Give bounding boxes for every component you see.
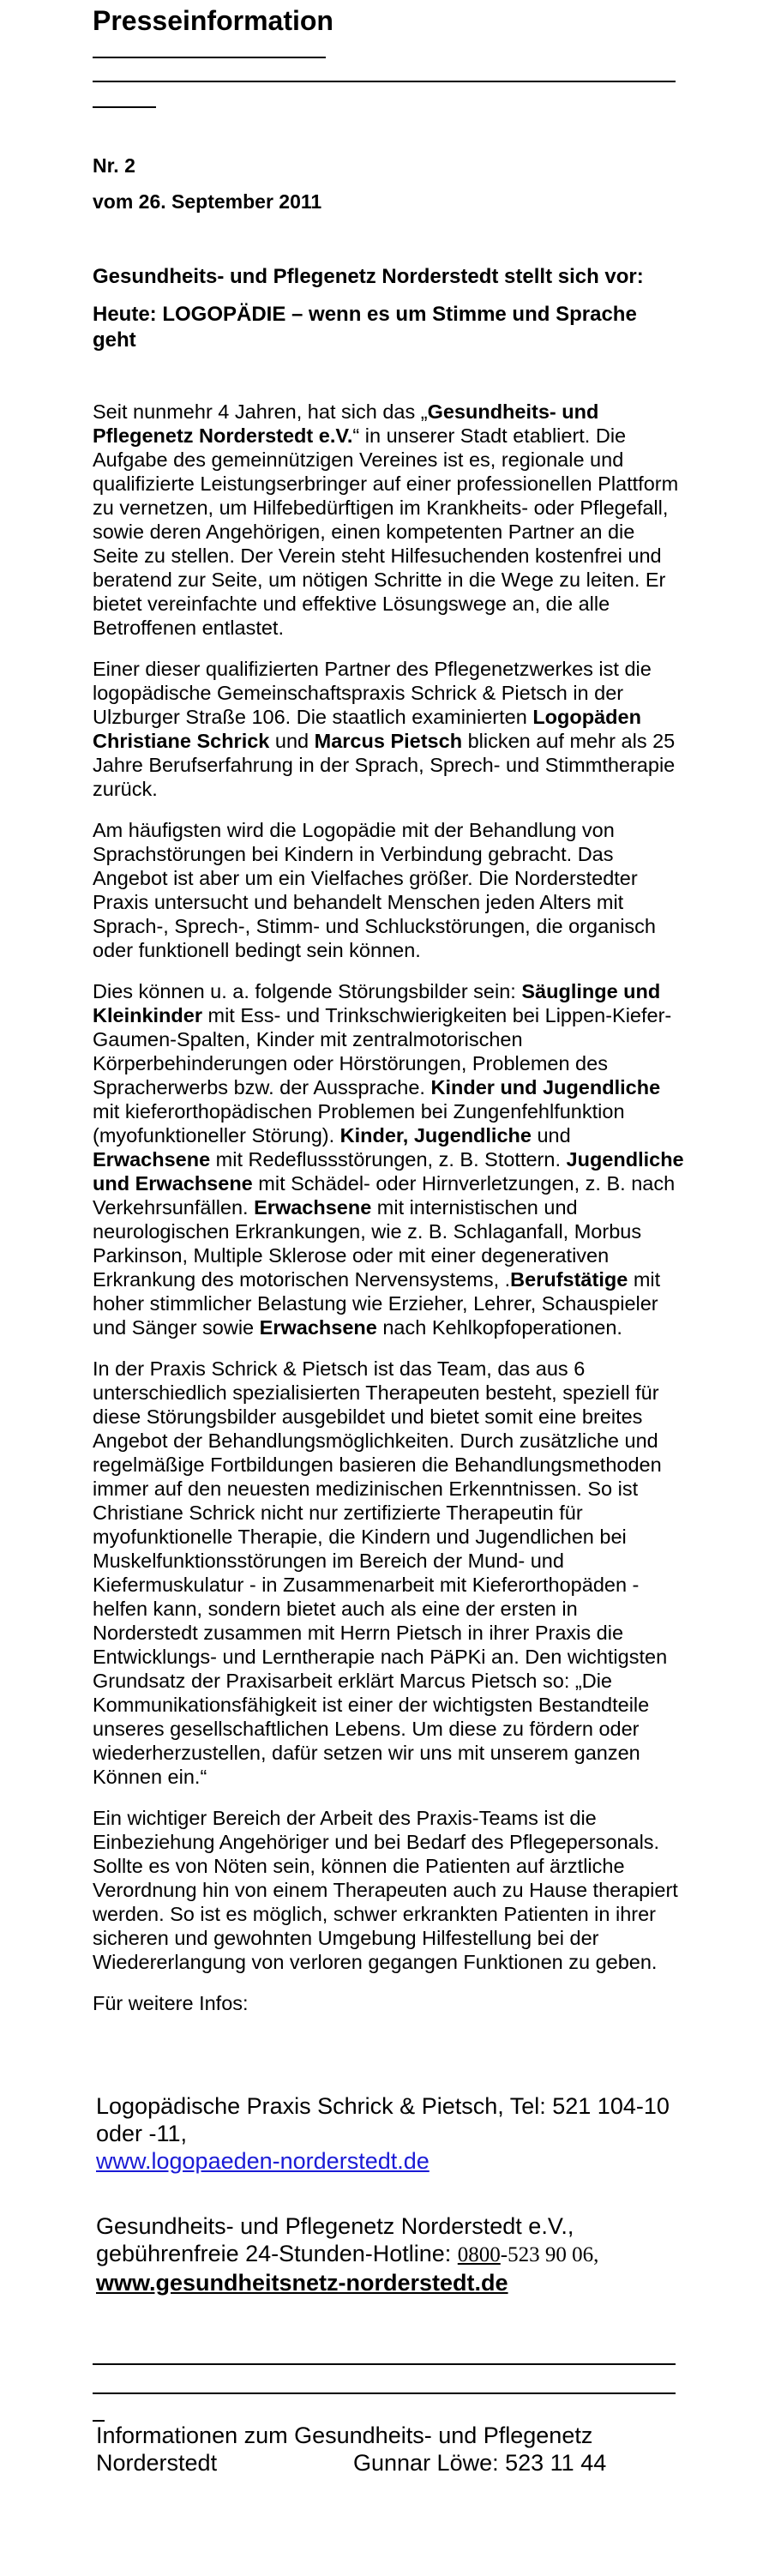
- footer-city: Norderstedt: [96, 2450, 218, 2476]
- hotline-prefix: 0800: [457, 2243, 501, 2266]
- hotline-number: -523 90 06,: [500, 2243, 599, 2266]
- headline-main: Gesundheits- und Pflegenetz Norderstedt stellt sich vor:: [93, 265, 644, 288]
- press-date: vom 26. September 2011: [93, 190, 322, 213]
- paragraph-angehoerige: [93, 1806, 684, 1974]
- bold-run: Erwachsene: [259, 1316, 377, 1339]
- bold-run: Erwachsene: [254, 1196, 372, 1219]
- text-run: Dies können u. a. folgende Störungsbilder sein:: [93, 980, 522, 1002]
- contact-praxis-text: Logopädische Praxis Schrick & Pietsch, Tel: 521 104-10 oder -11,: [96, 2093, 670, 2146]
- text-run: und: [269, 730, 315, 752]
- contact-praxis: [96, 2092, 688, 2175]
- bold-run: Säuglinge und Kleinkinder: [93, 980, 661, 1026]
- text-run: mit hoher stimmlicher Belastung wie Erzieher, Lehrer, Schauspieler und Sänger sowie: [93, 1268, 661, 1339]
- press-number: Nr. 2: [93, 154, 135, 177]
- footer-line-1: Informationen zum Gesundheits- und Pflegenetz: [96, 2423, 593, 2448]
- title-underline: [93, 57, 326, 58]
- bold-run: Berufstätige: [510, 1268, 628, 1291]
- paragraph-team: [93, 1357, 684, 1789]
- footer-divider-1: [93, 2363, 676, 2365]
- bold-run: Logopäden Christiane Schrick: [93, 706, 641, 752]
- text-run: “ in unserer Stadt etabliert. Die Aufgabe des gemeinnützigen Vereines ist es, regionale und qualifizierte Leistungserbringer auf einer professionellen Plattform zu vernetzen, um Hilfebedürftigen im Krankheits- oder Pflegefall, sowie deren Angehörigen, einen kompetenten Partner an die Seite zu stellen. Der Verein steht Hilfesuchenden kostenfrei und beratend zur Seite, um nötigen Schritte in die Wege zu leiten. Er bietet vereinfachte und effektive Lösungswege an, die alle Betroffenen entlastet.: [93, 424, 679, 639]
- footer-divider-2: [93, 2392, 676, 2394]
- header-divider: [93, 81, 676, 82]
- footer-contact-person: Gunnar Löwe: 523 11 44: [353, 2450, 607, 2476]
- paragraph-logopaedie: [93, 818, 684, 962]
- footer-info: [96, 2422, 696, 2477]
- bold-run: Jugendliche und Erwachsene: [93, 1148, 684, 1195]
- text-run: Einer dieser qualifizierten Partner des Pflegenetzwerkes ist die logopädische Gemeinschaftspraxis Schrick & Pietsch in der Ulzburger Straße 106. Die staatlich examinierten: [93, 658, 652, 728]
- paragraph-weitere-infos: [93, 1991, 684, 2015]
- bold-run: Kinder, Jugendliche: [339, 1124, 532, 1147]
- text-run: Am häufigsten wird die Logopädie mit der Behandlung von Sprachstörungen bei Kindern in Verbindung gebracht. Das Angebot ist aber um ein Vielfaches größer. Die Norderstedter Praxis untersucht und behandelt Menschen jeden Alters mit Sprach-, Sprech-, Stimm- und Schluckstörungen, die organisch oder funktionell bedingt sein können.: [93, 819, 657, 961]
- header-divider-stub: [93, 106, 156, 108]
- praxis-website-link[interactable]: www.logopaeden-norderstedt.de: [96, 2148, 430, 2174]
- text-run: mit internistischen und neurologischen Erkrankungen, wie z. B. Schlaganfall, Morbus Parkinson, Multiple Sklerose oder mit einer degenerativen Erkrankung des motorischen Nervensystems, .: [93, 1196, 642, 1291]
- page-title: Presseinformation: [93, 5, 333, 36]
- text-run: blicken auf mehr als 25 Jahre Berufserfahrung in der Sprach, Sprech- und Stimmtherapie zurück.: [93, 730, 676, 800]
- text-run: mit Ess- und Trinkschwierigkeiten bei Lippen-Kiefer-Gaumen-Spalten, Kinder mit zentralmotorischen Körperbehinderungen oder Hörstörungen, Problemen des Spracherwerbs bzw. der Aussprache.: [93, 1004, 672, 1098]
- article-body: [93, 400, 684, 2015]
- contact-netz-text: Gesundheits- und Pflegenetz Norderstedt e.V., gebührenfreie 24-Stunden-Hotline:: [96, 2213, 574, 2266]
- paragraph-partner: [93, 657, 684, 801]
- contact-netz: [96, 2212, 688, 2296]
- bold-run: Erwachsene: [93, 1148, 211, 1171]
- netz-website-link[interactable]: www.gesundheitsnetz-norderstedt.de: [96, 2270, 508, 2296]
- text-run: mit kieferorthopädischen Problemen bei Zungenfehlfunktion (myofunktioneller Störung).: [93, 1100, 625, 1147]
- text-run: In der Praxis Schrick & Pietsch ist das Team, das aus 6 unterschiedlich spezialisierten Therapeuten besteht, speziell für diese Störungsbilder ausgebildet und bietet somit eine breites Angebot der Behandlungsmöglichkeiten. Durch zusätzliche und regelmäßige Fortbildungen basieren die Behandlungsmethoden immer auf den neuesten medizinischen Erkenntnissen. So ist Christiane Schrick nicht nur zertifizierte Therapeutin für myofunktionelle Therapie, die Kindern und Jugendlichen bei Muskelfunktionsstörungen im Bereich der Mund- und Kiefermuskulatur - in Zusammenarbeit mit Kieferorthopäden - helfen kann, sondern bietet auch als eine der ersten in Norderstedt zusammen mit Herrn Pietsch in ihrer Praxis die Entwicklungs- und Lerntherapie nach PäPKi an. Den wichtigsten Grundsatz der Praxisarbeit erklärt Marcus Pietsch so: „Die Kommunikationsfähigkeit ist einer der wichtigsten Bestandteile unseres gesellschaftlichen Lebens. Um diese zu fördern oder wiederherzustellen, dafür setzen wir uns mit unserem ganzen Können ein.“: [93, 1357, 668, 1788]
- text-run: mit Redeflussstörungen, z. B. Stottern.: [210, 1148, 567, 1171]
- text-run: nach Kehlkopfoperationen.: [376, 1316, 622, 1339]
- bold-run: Kinder und Jugendliche: [430, 1076, 661, 1098]
- headline-sub: Heute: LOGOPÄDIE – wenn es um Stimme und Sprache geht: [93, 303, 637, 352]
- text-run: und: [531, 1124, 571, 1147]
- bold-run: Marcus Pietsch: [314, 730, 463, 752]
- paragraph-stoerungsbilder: [93, 979, 684, 1339]
- text-run: Seit nunmehr 4 Jahren, hat sich das „: [93, 400, 428, 423]
- paragraph-intro: [93, 400, 684, 640]
- text-run: Für weitere Infos:: [93, 1992, 249, 2014]
- text-run: Ein wichtiger Bereich der Arbeit des Praxis-Teams ist die Einbeziehung Angehöriger und bei Bedarf des Pflegepersonals. Sollte es von Nöten sein, können die Patienten auf ärztliche Verordnung hin von einem Therapeuten auch zu Hause therapiert werden. So ist es möglich, schwer erkrankten Patienten in ihrer sicheren und gewohnten Umgebung Hilfestellung bei der Wiedererlangung von verloren gegangen Funktionen zu geben.: [93, 1807, 678, 1973]
- text-run: mit Schädel- oder Hirnverletzungen, z. B. nach Verkehrsunfällen.: [93, 1172, 676, 1219]
- bold-run: Gesundheits- und Pflegenetz Norderstedt e.V.: [93, 400, 599, 447]
